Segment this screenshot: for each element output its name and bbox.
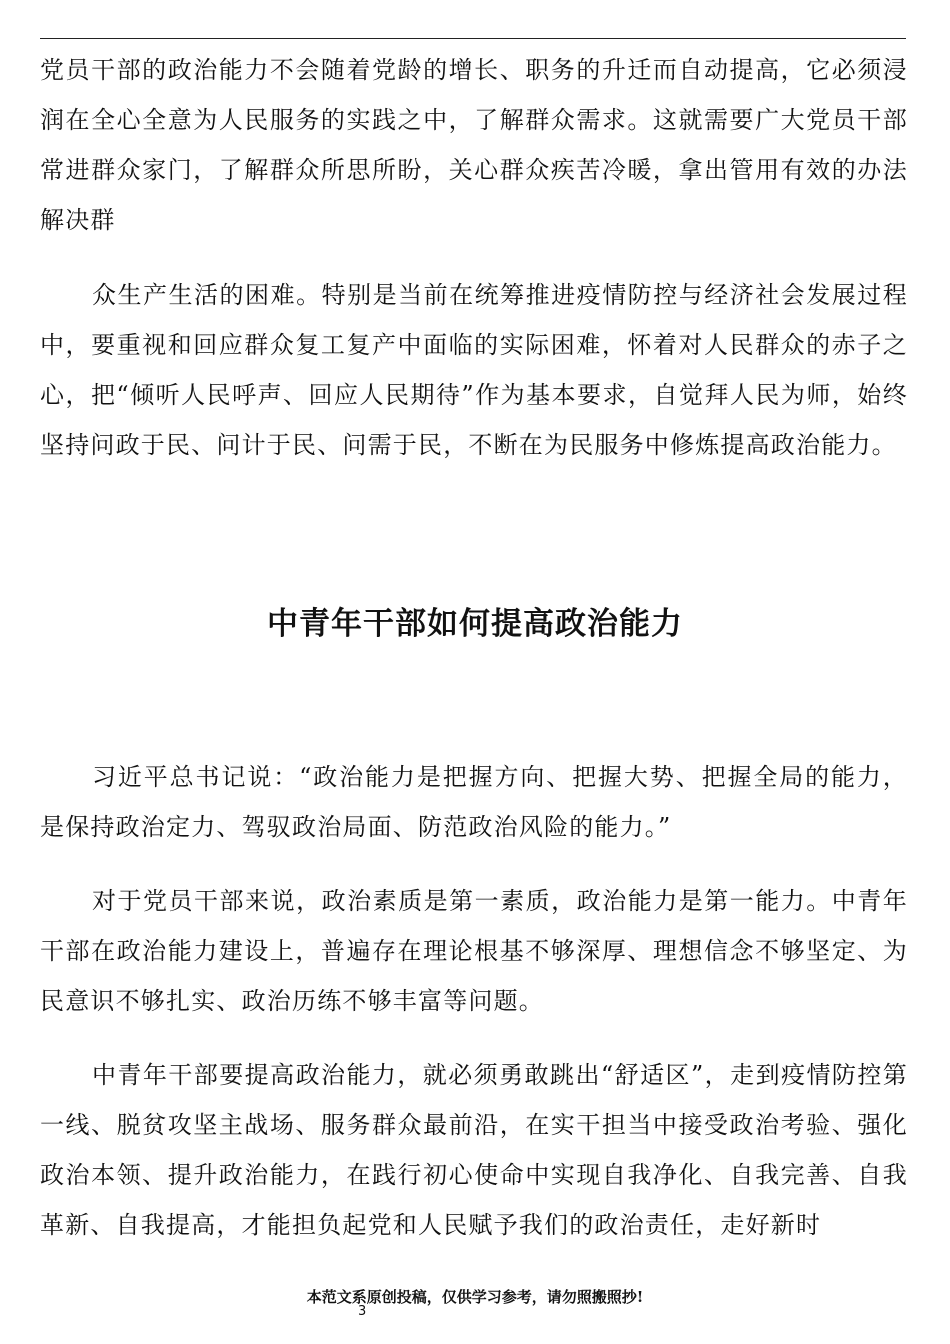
paragraph-3: 习近平总书记说：“政治能力是把握方向、把握大势、把握全局的能力，是保持政治定力、驾驭政治局面、防范政治风险的能力。” [40, 763, 908, 841]
footer-notice: 本范文系原创投稿，仅供学习参考，请勿照搬照抄! [306, 1288, 644, 1306]
header-rule [40, 38, 906, 39]
section-title: 中青年干部如何提高政治能力 [267, 606, 683, 642]
paragraph-5: 中青年干部要提高政治能力，就必须勇敢跳出“舒适区”，走到疫情防控第一线、脱贫攻坚主战场、服务群众最前沿，在实干担当中接受政治考验、强化政治本领、提升政治能力，在践行初心使命中实现自我净化、自我完善、自我革新、自我提高，才能担负起党和人民赋予我们的政治责任，走好新时 [40, 1061, 908, 1239]
paragraph-1: 党员干部的政治能力不会随着党龄的增长、职务的升迁而自动提高，它必须浸润在全心全意为人民服务的实践之中，了解群众需求。这就需要广大党员干部常进群众家门，了解群众所思所盼，关心群众疾苦冷暖，拿出管用有效的办法解决群 [40, 56, 908, 234]
paragraph-2: 众生产生活的困难。特别是当前在统筹推进疫情防控与经济社会发展过程中，要重视和回应群众复工复产中面临的实际困难，怀着对人民群众的赤子之心，把“倾听人民呼声、回应人民期待”作为基本要求，自觉拜人民为师，始终坚持问政于民、问计于民、问需于民，不断在为民服务中修炼提高政治能力。 [40, 281, 908, 459]
paragraph-4: 对于党员干部来说，政治素质是第一素质，政治能力是第一能力。中青年干部在政治能力建设上，普遍存在理论根基不够深厚、理想信念不够坚定、为民意识不够扎实、政治历练不够丰富等问题。 [40, 887, 908, 1015]
page-number: 3 [358, 1304, 367, 1319]
